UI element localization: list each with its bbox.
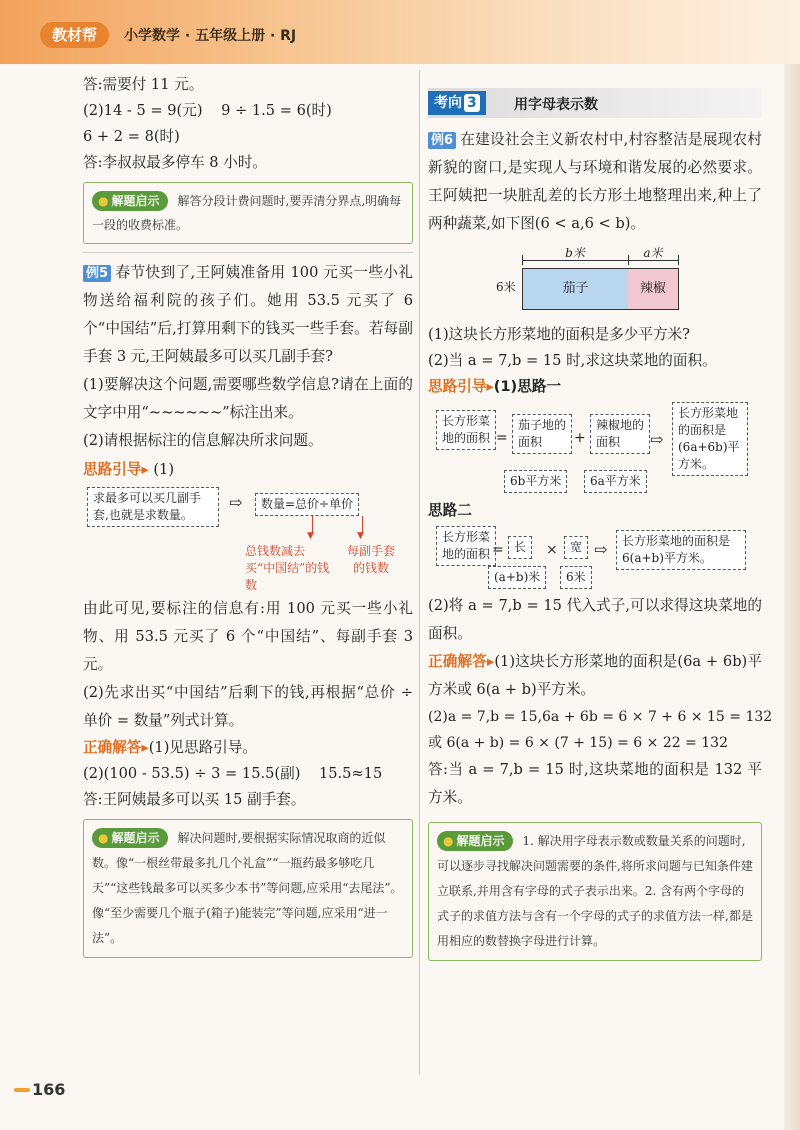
book-badge: 教材帮 xyxy=(40,22,109,48)
idea-box: 长方形菜地的面积 xyxy=(436,526,496,566)
label-b: b米 xyxy=(565,246,585,260)
chevron-icon: ▸ xyxy=(141,461,149,478)
answer-line: 正确解答▸(1)这块长方形菜地的面积是(6a + 6b)平方米或 6(a + b)平方米。 xyxy=(428,653,762,698)
idea-1-diagram xyxy=(428,400,762,498)
question-1: (1)这块长方形菜地的面积是多少平方米? xyxy=(428,326,690,343)
arrow-icon: ⇨ xyxy=(229,493,243,512)
arrow-down-icon: ▼ xyxy=(307,531,314,541)
plus: + xyxy=(574,430,586,446)
guide-label: 思路引导 xyxy=(83,461,142,478)
tip-badge: ● 解题启示 xyxy=(437,831,513,851)
answer-label: 正确解答 xyxy=(83,739,142,756)
explain-1: 由此可见,要标注的信息有:用 100 元买一些小礼物、用 53.5 元买了 6 个“中国结”、每副手套 3 元。 xyxy=(83,600,413,673)
idea-sub: (a+b)米 xyxy=(488,566,546,589)
idea-sub: 6米 xyxy=(560,566,592,589)
idea-box: 辣椒地的面积 xyxy=(590,414,650,454)
pin-icon: ● xyxy=(443,834,454,848)
section-header xyxy=(428,88,762,118)
chevron-icon: ▸ xyxy=(487,653,495,670)
book-title: 小学数学 · 五年级上册 · RJ xyxy=(124,28,297,44)
left-column xyxy=(83,72,413,966)
explain: (2)将 a = 7,b = 15 代入式子,可以求得这块菜地的面积。 xyxy=(428,597,762,642)
tip-badge: ● 解题启示 xyxy=(92,191,168,211)
diagram-box-goal: 求最多可以买几副手套,也就是求数量。 xyxy=(87,487,219,527)
dim-tick xyxy=(522,255,523,265)
answer-label: 正确解答 xyxy=(428,653,488,670)
text-line: (2)14 - 5 = 9(元) 9 ÷ 1.5 = 6(时) xyxy=(83,102,332,119)
idea-result: 长方形菜地的面积是6(a+b)平方米。 xyxy=(616,530,746,570)
text-line: 答:李叔叔最多停车 8 小时。 xyxy=(83,154,268,171)
note-total: 总钱数减去买“中国结”的钱数 xyxy=(245,544,330,592)
column-divider xyxy=(419,70,420,1075)
pin-icon: ● xyxy=(98,831,109,845)
field-figure xyxy=(428,238,762,322)
page-header xyxy=(0,0,800,64)
arrow-icon: ⇨ xyxy=(650,430,664,449)
question-2: (2)当 a = 7,b = 15 时,求这块菜地的面积。 xyxy=(428,352,717,369)
answer-3: 答:王阿姨最多可以买 15 副手套。 xyxy=(83,791,306,808)
example-label: 例5 xyxy=(83,265,111,282)
answer-4: 答:当 a = 7,b = 15 时,这块菜地的面积是 132 平方米。 xyxy=(428,761,762,806)
question-2: (2)请根据标注的信息解决所求问题。 xyxy=(83,432,323,449)
answer-line: 正确解答▸(1)见思路引导。 xyxy=(83,739,257,756)
right-column xyxy=(428,88,773,969)
label-6: 6米 xyxy=(496,280,516,294)
guide-line: 思路引导▸ (1) xyxy=(83,461,175,478)
arrow-icon: ⇨ xyxy=(594,540,608,559)
question-1: (1)要解决这个问题,需要哪些数学信息?请在上面的文字中用“~~~~~~”标注出来。 xyxy=(83,376,413,421)
chevron-icon: ▸ xyxy=(141,739,149,756)
section-title: 用字母表示数 xyxy=(514,97,598,113)
page-marker xyxy=(14,1088,30,1092)
example-label: 例6 xyxy=(428,132,456,149)
equals: = xyxy=(492,542,504,558)
page-number: 166 xyxy=(32,1080,66,1099)
example-6: 例6 在建设社会主义新农村中,村容整洁是展现农村新貌的窗口,是实现人与环境和谐发展的必然要求。王阿姨把一块脏乱差的长方形土地整理出来,种上了两种蔬菜,如下图(6 < a,6 < b)。 xyxy=(428,131,762,232)
idea-2-title: 思路二 xyxy=(428,502,472,519)
idea-box: 茄子地的面积 xyxy=(512,414,572,454)
guide-line: 思路引导▸(1)思路一 xyxy=(428,378,561,395)
reasoning-diagram xyxy=(83,483,413,595)
answer-2: (2)(100 - 53.5) ÷ 3 = 15.5(副) 15.5≈15 xyxy=(83,765,383,782)
times: × xyxy=(546,542,558,558)
section-badge: 考向 3 xyxy=(428,91,486,115)
dim-tick xyxy=(628,255,629,265)
arrow-down-icon: ▼ xyxy=(357,531,364,541)
tip-box xyxy=(83,182,413,244)
idea-sub: 6b平方米 xyxy=(504,470,567,493)
answer-2: (2)a = 7,b = 15,6a + 6b = 6 × 7 + 6 × 15 = 132 xyxy=(428,709,773,725)
idea-box: 长方形菜地的面积 xyxy=(436,410,496,450)
guide-label: 思路引导 xyxy=(428,378,487,395)
divider xyxy=(83,252,413,253)
idea-sub: 6a平方米 xyxy=(584,470,647,493)
tip-text: 1. 解决用字母表示数或数量关系的问题时,可以逐步寻找解决问题需要的条件,将所求问题与已知条件建立联系,并用含有字母的式子表示出来。2. 含有两个字母的式子的求值方法与含有一个字母的式子的求值方法一样,都是用相应的数替换字母进行计算。 xyxy=(437,834,753,948)
answer-3: 或 6(a + b) = 6 × (7 + 15) = 6 × 22 = 132 xyxy=(428,735,729,751)
note-unit: 每副手套的钱数 xyxy=(346,544,395,575)
page-edge xyxy=(784,64,800,1130)
pin-icon: ● xyxy=(98,194,109,208)
text-line: 答:需要付 11 元。 xyxy=(83,76,204,93)
idea-box: 长 xyxy=(508,536,532,559)
explain-2: (2)先求出买“中国结”后剩下的钱,再根据“总价 ÷ 单价 = 数量”列式计算。 xyxy=(83,684,413,729)
dim-line xyxy=(522,260,678,261)
idea-box: 宽 xyxy=(564,536,588,559)
dim-tick xyxy=(678,255,679,265)
diagram-box-formula: 数量=总价÷单价 xyxy=(255,493,359,516)
idea-result: 长方形菜地的面积是(6a+6b)平方米。 xyxy=(672,402,748,476)
label-a: a米 xyxy=(643,246,663,260)
equals: = xyxy=(496,430,508,446)
idea-2-diagram xyxy=(428,524,762,592)
chevron-icon: ▸ xyxy=(486,378,494,395)
text-line: 6 + 2 = 8(时) xyxy=(83,128,180,145)
pepper-plot: 辣椒 xyxy=(628,268,679,310)
example-5: 例5 春节快到了,王阿姨准备用 100 元买一些小礼物送给福利院的孩子们。她用 53.5 元买了 6 个“中国结”后,打算用剩下的钱买一些手套。若每副手套 3 元,王阿姨最多可以买几副手套? xyxy=(83,264,413,365)
tip-text: 解决问题时,要根据实际情况取商的近似数。像“一根丝带最多扎几个礼盒”“一瓶药最多够吃几天”“这些钱最多可以买多少本书”等问题,应采用“去尾法”。像“至少需要几个瓶子(箱子)能装完”等问题,应采用“进一法”。 xyxy=(92,831,403,945)
tip-badge: ● 解题启示 xyxy=(92,828,168,848)
tip-box-2 xyxy=(83,819,413,958)
tip-text: 解答分段计费问题时,要弄清分界点,明确每一段的收费标准。 xyxy=(92,194,402,232)
tip-box-3 xyxy=(428,822,762,961)
eggplant-plot: 茄子 xyxy=(522,268,629,310)
